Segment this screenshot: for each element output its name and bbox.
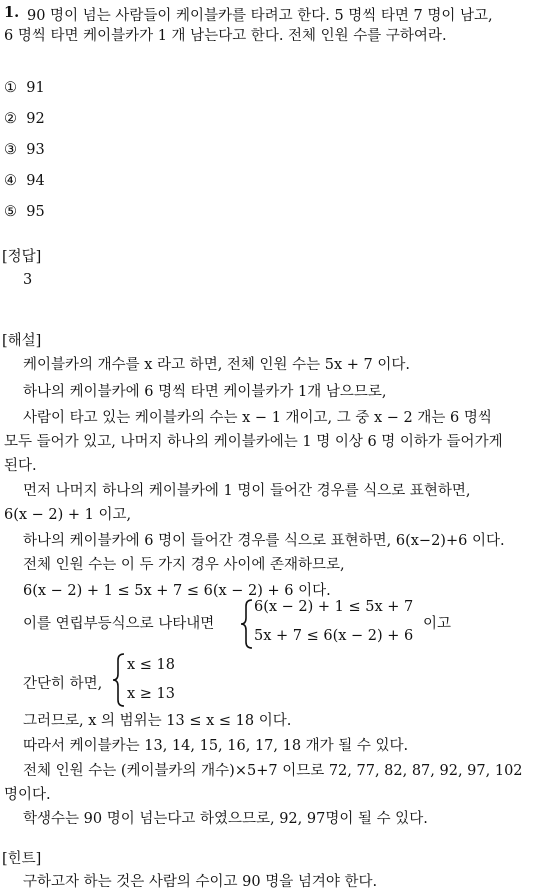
solution-line: 6(x − 2) + 1 이고, [4,507,132,523]
choice-text: 93 [26,142,45,158]
solution-line: 하나의 케이블카에 6 명이 들어간 경우를 식으로 표현하면, 6(x−2)+6 이다. [23,533,505,549]
choice-text: 92 [26,111,45,127]
solution-line: 모두 들어가 있고, 나머지 하나의 케이블카에는 1 명 이상 6 명 이하가 들어가게 [4,434,503,450]
choice-text: 95 [26,204,45,220]
choice-item [4,173,45,189]
choice-marker: ⑤ [4,204,17,220]
solution-line: 6(x − 2) + 1 ≤ 5x + 7 ≤ 6(x − 2) + 6 이다. [23,583,331,599]
choice-item [4,111,45,127]
solution-line: 된다. [4,458,37,474]
choice-marker: ③ [4,142,17,158]
hint-label: [힌트] [2,851,42,867]
choice-item [4,204,45,220]
solution-line: 케이블카의 개수를 x 라고 하면, 전체 인원 수는 5x + 7 이다. [23,357,411,373]
solution-line: 전체 인원 수는 이 두 가지 경우 사이에 존재하므로, [23,557,345,573]
solution-line: 먼저 나머지 하나의 케이블카에 1 명이 들어간 경우를 식으로 표현하면, [23,483,471,499]
solution-line: 따라서 케이블카는 13, 14, 15, 16, 17, 18 개가 될 수 있다. [23,738,409,754]
solution-line: 하나의 케이블카에 6 명씩 타면 케이블카가 1개 남으므로, [23,384,387,400]
problem-text-line2: 6 명씩 타면 케이블카가 1 개 남는다고 한다. 전체 인원 수를 구하여라. [4,28,447,44]
solution-line: 학생수는 90 명이 넘는다고 하였으므로, 92, 97명이 될 수 있다. [23,811,428,827]
system2-row2: x ≥ 13 [127,686,175,702]
problem-text-line1: 90 명이 넘는 사람들이 케이블카를 타려고 한다. 5 명씩 타면 7 명이 남고, [27,8,493,24]
solution-line: 전체 인원 수는 (케이블카의 개수)×5+7 이므로 72, 77, 82, 87, 92, 97, 102 [23,763,523,779]
answer-value: 3 [23,272,33,288]
choice-text: 91 [26,80,45,96]
solution-line: 사람이 타고 있는 케이블카의 수는 x − 1 개이고, 그 중 x − 2 개는 6 명씩 [23,410,492,426]
solution-label: [해설] [2,333,42,349]
system2-prefix: 간단히 하면, [23,676,103,692]
choice-marker: ④ [4,173,17,189]
answer-label: [정답] [2,249,42,265]
choice-marker: ① [4,80,17,96]
system1-suffix: 이고 [423,616,452,632]
left-brace [240,598,254,650]
choice-item [4,80,45,96]
solution-line: 그러므로, x 의 범위는 13 ≤ x ≤ 18 이다. [23,713,292,729]
left-brace [112,652,126,708]
solution-line: 이를 연립부등식으로 나타내면 [23,616,215,632]
choice-text: 94 [26,173,45,189]
solution-line: 명이다. [4,787,51,803]
choice-item [4,142,45,158]
hint-text: 구하고자 하는 것은 사람의 수이고 90 명을 넘겨야 한다. [23,874,378,890]
system1-row1: 6(x − 2) + 1 ≤ 5x + 7 [254,599,414,615]
system2-row1: x ≤ 18 [127,657,175,673]
system1-row2: 5x + 7 ≤ 6(x − 2) + 6 [254,628,414,644]
problem-number: 1. [4,4,20,21]
choice-marker: ② [4,111,17,127]
